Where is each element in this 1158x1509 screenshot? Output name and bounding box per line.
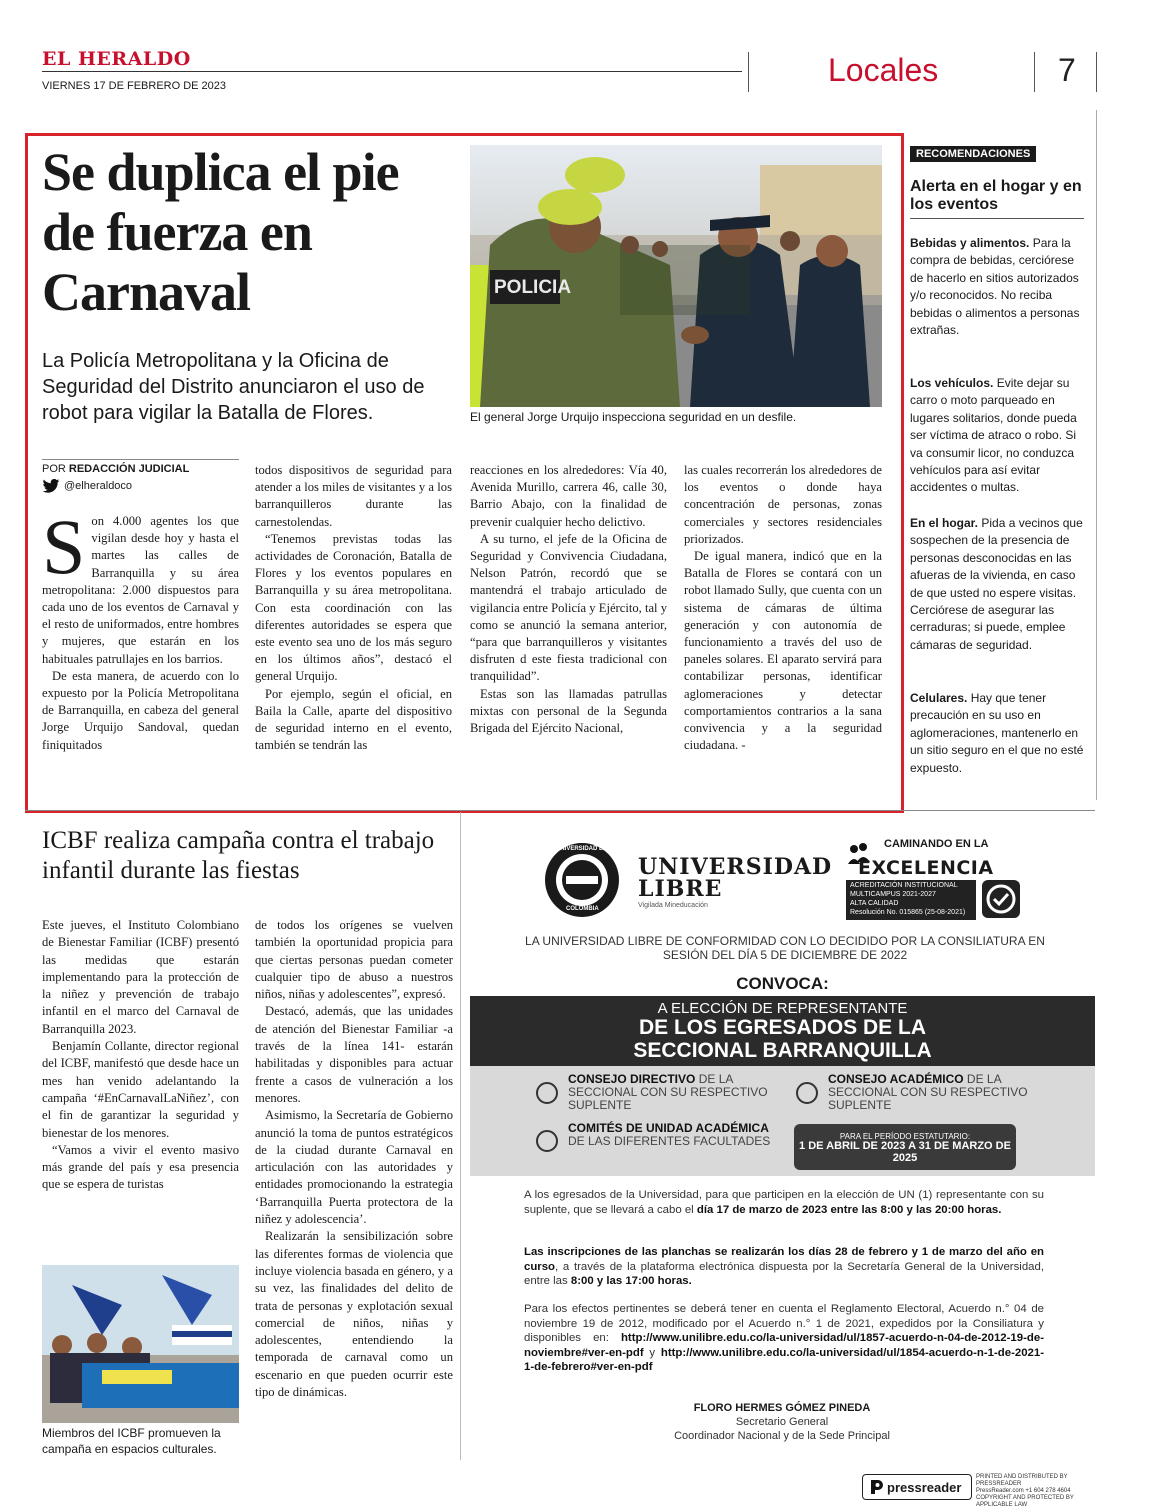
twitter-icon [42, 479, 60, 493]
paragraph: Por ejemplo, según el oficial, en Baila la Calle, aparte del dispositivo de seguridad interno en el evento, también se tendrán las [255, 686, 452, 753]
police-photo [470, 145, 882, 407]
header-divider [1096, 52, 1097, 92]
ad-text: Para los efectos pertinentes se deberá tener en cuenta el Reglamento Electoral, Acuerdo n.° 04 de noviembre 19 de 2012, modificado por el Acuerdo n.° 1 de 2021, expedidos por la Consiliatura y disponibles en: [524, 1303, 1044, 1344]
recommendation-text: Evite dejar su carro o moto parqueado en lugares solitarios, donde pueda ser víctima de atraco o robo. Si va consumir licor, no conduzca vehículos para así evitar accidentes o multas. [910, 376, 1077, 495]
ad-text-bold: Las inscripciones de las planchas se realizarán los días 28 de febrero y 1 de marzo del año en curso [524, 1246, 1044, 1273]
top-story-headline: Se duplica el pie de fuerza en Carnaval [42, 142, 399, 322]
ad-title-line2b: SECCIONAL BARRANQUILLA [633, 1039, 932, 1062]
icbf-headline: ICBF realiza campaña contra el trabajo infantil durante las fiestas [42, 827, 435, 884]
recommendation-text: Para la compra de bebidas, cerciórese de hacerlo en sitios autorizados y/o reconocidos. No reciba bebidas o alimentos a personas extrañas. [910, 236, 1080, 338]
accreditation-line: ALTA CALIDAD [850, 900, 899, 907]
check-badge-icon [982, 880, 1020, 918]
ad-title-line2a: DE LOS EGRESADOS DE LA [638, 1016, 927, 1039]
ad-link[interactable]: http://www.unilibre.edu.co/la-universidad/ul/1854-acuerdo-n-1-de-2021-1-de-febrero#ver-en-pdf [524, 1346, 1044, 1373]
university-name-line2: LIBRE [638, 876, 723, 902]
paragraph: A su turno, el jefe de la Oficina de Seguridad y Convivencia Ciudadana, Nelson Patrón, recordó que se mantendrá el trabajo articulado de vigilancia entre Policía y Ejército, tal y como se anunció la semana anterior, “para que barranquilleros y visitantes disfruten d este fiesta tradicional con tranquilidad”. [470, 531, 667, 684]
university-subtitle: Vigilada Mineducación [638, 902, 708, 909]
accreditation-line: MULTICAMPUS 2021-2027 [850, 891, 936, 898]
story-column-1 [42, 503, 239, 754]
ad-paragraph-3 [524, 1302, 1044, 1375]
twitter-handle-text: @elheraldoco [64, 480, 133, 492]
recommendation-item [910, 515, 1090, 654]
signatory-role: Coordinador Nacional y de la Sede Principal [674, 1430, 890, 1442]
recommendation-lead: Bebidas y alimentos. [910, 236, 1030, 250]
header-rule [42, 71, 742, 72]
check-circle-icon [536, 1082, 558, 1104]
section-divider [25, 810, 1095, 811]
paragraph: Asimismo, la Secretaría de Gobierno anunció la toma de puntos estratégicos de la ciudad durante Carnaval en articulación con las autoridades y entidades promocionando la estrategia ‘Barranquilla Puerta protectora de la niñez y adolescencia’. [255, 1108, 453, 1227]
recommendation-item [910, 690, 1090, 777]
vest-text: POLICIA [494, 277, 572, 298]
story-column-3 [470, 462, 667, 737]
paragraph: De igual manera, indicó que en la Batalla de Flores se contará con un robot llamado Sully, que cuenta con un sistema de cámaras de última generación y con autonomía de funcionamiento a través del uso de paneles solares. El aparato servirá para contabilizar personas, identificar aglomeraciones y detectar comportamientos contrarios a la sana convivencia y a la seguridad ciudadana. - [684, 549, 882, 753]
signatory-role: Secretario General [735, 1416, 829, 1428]
ad-convoca: CONVOCA: [736, 974, 829, 993]
seal-top-text: UNIVERSIDAD LIBRE [556, 846, 618, 852]
story-column-4 [684, 462, 882, 754]
icbf-column-1 [42, 917, 239, 1194]
option-consejo-academico [828, 1073, 1028, 1112]
ad-intro: LA UNIVERSIDAD LIBRE DE CONFORMIDAD CON LO DECIDIDO POR LA CONSILIATURA EN SESIÓN DEL DÍA 5 DE DICIEMBRE DE 2022 [525, 934, 1045, 962]
excellence-title: CAMINANDO EN LA [884, 838, 989, 850]
excellence-main: EXCELENCIA [858, 857, 994, 879]
drop-cap: S [42, 503, 86, 590]
paragraph: Estas son las llamadas patrullas mixtas con personal de la Segunda Brigada del Ejército Nacional, [470, 686, 667, 736]
ad-title-line2 [470, 1016, 1095, 1062]
notice-line: PressReader.com +1 604 278 4604 [976, 1488, 1071, 1494]
pressreader-notice [976, 1474, 1096, 1509]
paragraph: reacciones en los alrededores: Vía 40, Avenida Murillo, carrera 46, calle 30, Barrio Abajo, con la finalidad de prevenir cualquier hecho delictivo. [470, 463, 667, 529]
ad-paragraph-2 [524, 1245, 1044, 1289]
page-number: 7 [1058, 52, 1076, 88]
header-divider [748, 52, 749, 92]
option-text: DE LA SECCIONAL CON SU RESPECTIVO SUPLENTE [828, 1072, 1028, 1112]
recommendation-item [910, 235, 1090, 339]
recommendation-item [910, 375, 1090, 497]
photo-caption: El general Jorge Urquijo inspecciona seguridad en un desfile. [470, 410, 797, 424]
byline [42, 463, 189, 475]
university-name [638, 856, 832, 900]
paragraph: Realizarán la sensibilización sobre las diferentes formas de violencia que incluye violencia basada en género, y a su vez, las finalidades del delito de trata de personas y explotación sexual comercial de niños, niñas y adolescentes, entendiendo la temporada de carnaval como un escenario en que pueden ocurrir este tipo de dinámicas. [255, 1229, 453, 1400]
icbf-photo [42, 1265, 239, 1423]
ad-link[interactable]: http://www.unilibre.edu.co/la-universidad/ul/1857-acuerdo-n-04-de-2012-19-de-noviembre#ver-en-pdf [524, 1332, 1044, 1359]
icbf-column-2 [255, 917, 453, 1401]
recommendation-lead: En el hogar. [910, 516, 979, 530]
option-bold: COMITÉS DE UNIDAD ACADÉMICA [568, 1121, 769, 1135]
period-label: PARA EL PERÍODO ESTATUTARIO: [839, 1132, 971, 1141]
column-divider [460, 812, 461, 1460]
recommendation-lead: Los vehículos. [910, 376, 994, 390]
pressreader-icon [869, 1479, 883, 1495]
ad-text: , a través de la plataforma electrónica dispuesta por la Secretaría General de la Universidad, entre las [524, 1260, 1044, 1287]
paragraph: de todos los orígenes se vuelven también la oportunidad propicia para que ciertas personas puedan cometer cualquier tipo de abuso a nuestros niños, niñas y adolescentes”, expresó. [255, 918, 453, 1002]
recommendation-lead: Celulares. [910, 691, 968, 705]
period-dates: 1 DE ABRIL DE 2023 A 31 DE MARZO DE 2025 [799, 1140, 1011, 1164]
check-circle-icon [796, 1082, 818, 1104]
issue-date: VIERNES 17 DE FEBRERO DE 2023 [42, 80, 227, 92]
accreditation-line: Resolución No. 015865 (25-08-2021) [850, 909, 966, 916]
sidebar-title: Alerta en el hogar y en los eventos [910, 178, 1082, 213]
option-text: DE LAS DIFERENTES FACULTADES [568, 1134, 771, 1148]
signatory-name: FLORO HERMES GÓMEZ PINEDA [693, 1402, 871, 1414]
accreditation-box [846, 880, 976, 920]
twitter-handle[interactable] [42, 479, 132, 493]
accreditation-line: ACREDITACIÓN INSTITUCIONAL [850, 882, 958, 889]
period-box [794, 1124, 1016, 1170]
paragraph: “Vamos a vivir el evento masivo más grande del país y esa presencia que se espera de turistas [42, 1142, 239, 1192]
icbf-photo-caption: Miembros del ICBF promueven la campaña en espacios culturales. [42, 1426, 221, 1456]
paragraph: las cuales recorrerán los alrededores de los eventos o donde haya concentración de personas, zonas comerciales y sectores residenciales priorizados. [684, 463, 882, 546]
paragraph: “Tenemos previstas todas las actividades de Coronación, Batalla de Flores y los eventos populares en Barranquilla y su área metropolitana. Con esta coordinación con las diferentes autoridades se espera que este evento sea uno de los más seguro en los últimos años”, destacó el general Urquijo. [255, 531, 452, 684]
paragraph: on 4.000 agentes los que vigilan desde hoy y hasta el martes las calles de Barranquilla y su área metropolitana: 2.000 dispuestos para cada uno de los eventos de Carnaval y el resto de uniformados, entre hombres y mujeres, que estarán en los habituales patrullajes en los barrios. [42, 514, 239, 666]
sidebar-divider [1096, 110, 1097, 800]
option-bold: CONSEJO DIRECTIVO [568, 1072, 696, 1086]
notice-line: COPYRIGHT AND PROTECTED BY APPLICABLE LAW [976, 1495, 1074, 1508]
ad-paragraph-1 [524, 1188, 1044, 1217]
recommendations-tag: RECOMENDACIONES [910, 146, 1036, 162]
byline-author: REDACCIÓN JUDICIAL [68, 463, 190, 475]
top-story-subhead: La Policía Metropolitana y la Oficina de Seguridad del Distrito anunciaron el uso de robot para vigilar la Batalla de Flores. [42, 350, 425, 424]
byline-rule [42, 459, 239, 460]
pressreader-logo[interactable] [862, 1474, 972, 1500]
ad-text-bold: día 17 de marzo de 2023 entre las 8:00 y las 20:00 horas. [696, 1203, 1002, 1216]
option-consejo-directivo [568, 1073, 768, 1112]
ad-title-banner [470, 996, 1095, 1066]
option-bold: CONSEJO ACADÉMICO [828, 1072, 964, 1086]
seal-bottom-text: COLOMBIA [566, 906, 599, 912]
byline-prefix: POR [42, 463, 66, 475]
section-name: Locales [828, 52, 939, 88]
option-text: DE LA SECCIONAL CON SU RESPECTIVO SUPLENTE [568, 1072, 768, 1112]
check-circle-icon [536, 1130, 558, 1152]
paragraph: De esta manera, de acuerdo con lo expuesto por la Policía Metropolitana de Barranquilla, en cabeza del general Jorge Urquijo Sandoval, quedan finiquitados [42, 668, 239, 752]
header-divider [1034, 52, 1035, 92]
paragraph: todos dispositivos de seguridad para atender a los miles de visitantes y a los barranquilleros durante las carnestolendas. [255, 463, 452, 529]
sidebar-rule [910, 218, 1084, 219]
paragraph: Este jueves, el Instituto Colombiano de Bienestar Familiar (ICBF) presentó las medidas que estarán implementando para la protección de la niñez y prevención de trabajo infantil en el marco del Carnaval de Barranquilla 2023. [42, 918, 239, 1036]
paragraph: Benjamín Collante, director regional del ICBF, manifestó que desde hace un mes han venido adelantando la campaña ‘#EnCarnavalLaNiñez’, con el fin de garantizar la seguridad y bienestar de los menores. [42, 1039, 239, 1140]
ad-text-bold: 8:00 y las 17:00 horas. [570, 1275, 692, 1287]
ad-text: y [643, 1346, 661, 1359]
notice-line: PRINTED AND DISTRIBUTED BY PRESSREADER [976, 1474, 1068, 1487]
ad-title-line1: A ELECCIÓN DE REPRESENTANTE [657, 1000, 908, 1017]
option-comites [568, 1122, 778, 1148]
ad-text: A los egresados de la Universidad, para que participen en la elección de UN (1) representante con su suplente, que se llevará a cabo el [524, 1189, 1044, 1216]
university-name-line1: UNIVERSIDAD [638, 854, 833, 880]
recommendation-text: Pida a vecinos que sospechen de la presencia de personas desconocidas en las afueras de la vivienda, en caso de que usted no espere visitas. Cerciórese de asegurar las cerraduras; si puede, emplee cámaras de seguridad. [910, 516, 1083, 652]
paragraph: Destacó, además, que las unidades de atención del Bienestar Familiar -a través de la línea 141- estarán habilitadas y disponibles para actuar frente a casos de vulneración a los menores. [255, 1004, 453, 1105]
recommendation-text: Hay que tener precaución en su uso en aglomeraciones, mantenerlo en un sitio seguro en el que no esté expuesto. [910, 691, 1084, 775]
story-column-2 [255, 462, 452, 754]
masthead-logo: EL HERALDO [42, 48, 191, 70]
pressreader-text: pressreader [887, 1479, 962, 1495]
